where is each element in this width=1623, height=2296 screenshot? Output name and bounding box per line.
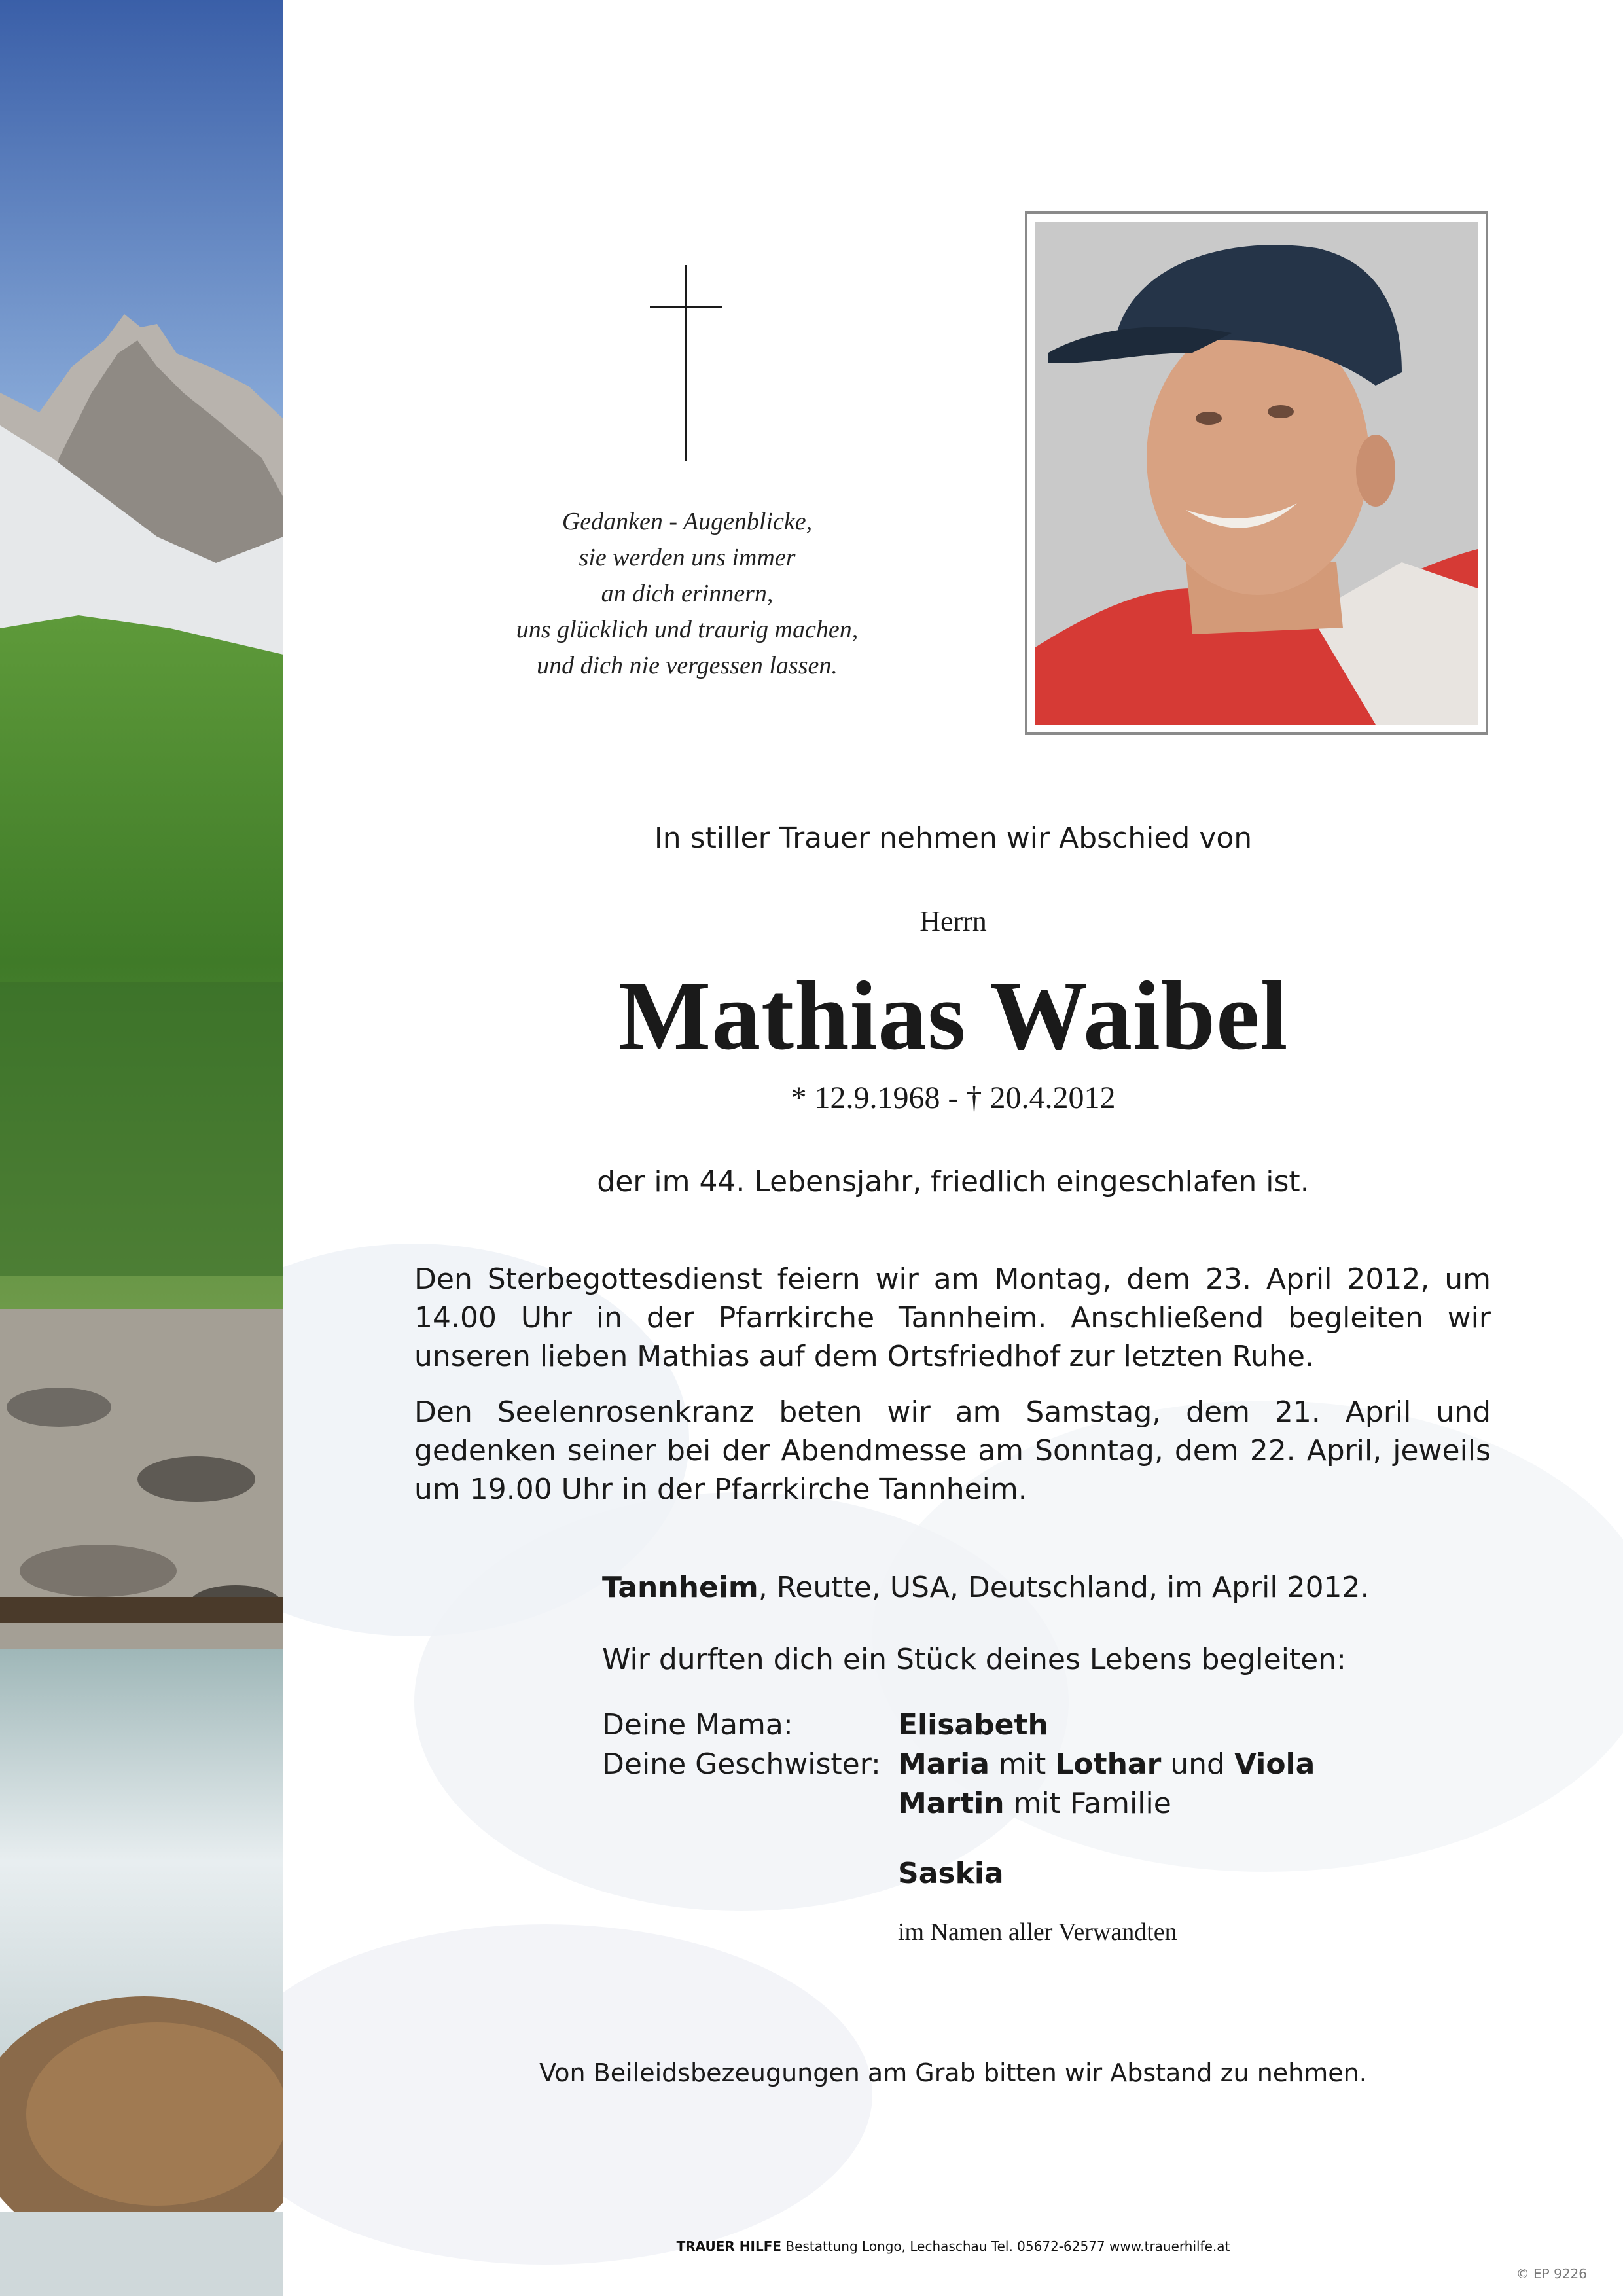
place-name: Tannheim (602, 1571, 758, 1604)
connector-text: mit Familie (1004, 1787, 1171, 1820)
deceased-name: Mathias Waibel (618, 961, 1289, 1070)
footer-brand: TRAUER HILFE (676, 2238, 782, 2254)
mother-label: Deine Mama: (602, 1708, 793, 1742)
relatives-line: im Namen aller Verwandten (898, 1918, 1177, 1946)
landscape-image (0, 0, 283, 2296)
sibling-name: Maria (898, 1748, 990, 1781)
portrait-photo (1035, 222, 1478, 725)
salutation: Herrn (919, 905, 987, 937)
rosary-paragraph: Den Seelenrosenkranz beten wir am Samstag, dem 21. April und gedenken seiner bei der Abendmesse am Sonntag, dem 22. April, jeweils um 19.00 Uhr in der Pfarrkirche Tannheim. (414, 1395, 1491, 1506)
footer-credit (283, 2238, 1623, 2254)
sibling-name: Martin (898, 1787, 1005, 1820)
portrait-frame (1025, 211, 1488, 735)
life-dates: * 12.9.1968 - † 20.4.2012 (791, 1081, 1116, 1115)
footer-text: Bestattung Longo, Lechaschau Tel. 05672-62577 www.trauerhilfe.at (781, 2238, 1230, 2254)
poem-line: Gedanken - Augenblicke, (562, 508, 813, 535)
document-code: © EP 9226 (1516, 2266, 1587, 2282)
connector-text: mit (989, 1748, 1056, 1781)
poem-line: uns glücklich und traurig machen, (516, 616, 859, 643)
funeral-service-paragraph: Den Sterbegottesdienst feiern wir am Montag, dem 23. April 2012, um 14.00 Uhr in der Pfarrkirche Tannheim. Anschließend begleiten wir unseren lieben Mathias auf dem Ortsfriedhof zur letzten Ruhe. (414, 1263, 1491, 1373)
place-date-line (602, 1571, 1370, 1604)
condolences-note: Von Beileidsbezeugungen am Grab bitten wir Abstand zu nehmen. (539, 2058, 1367, 2087)
sibling-line (898, 1748, 1315, 1781)
sibling-line (898, 1787, 1171, 1820)
intro-line: In stiller Trauer nehmen wir Abschied von (654, 821, 1253, 855)
poem-line: sie werden uns immer (579, 544, 796, 571)
poem-line: an dich erinnern, (601, 580, 774, 607)
cross-icon (650, 265, 722, 461)
partner-name: Lothar (1055, 1748, 1162, 1781)
memorial-poem (406, 504, 969, 684)
siblings-label: Deine Geschwister: (602, 1748, 881, 1781)
child-name: Viola (1234, 1748, 1315, 1781)
accompany-line: Wir durften dich ein Stück deines Lebens begleiten: (602, 1643, 1346, 1676)
poem-line: und dich nie vergessen lassen. (537, 652, 838, 679)
sibling-name: Saskia (898, 1857, 1004, 1890)
mother-name: Elisabeth (898, 1708, 1048, 1742)
connector-text: und (1161, 1748, 1234, 1781)
age-line: der im 44. Lebensjahr, friedlich eingeschlafen ist. (597, 1165, 1310, 1198)
place-rest: , Reutte, USA, Deutschland, im April 2012. (758, 1571, 1370, 1604)
